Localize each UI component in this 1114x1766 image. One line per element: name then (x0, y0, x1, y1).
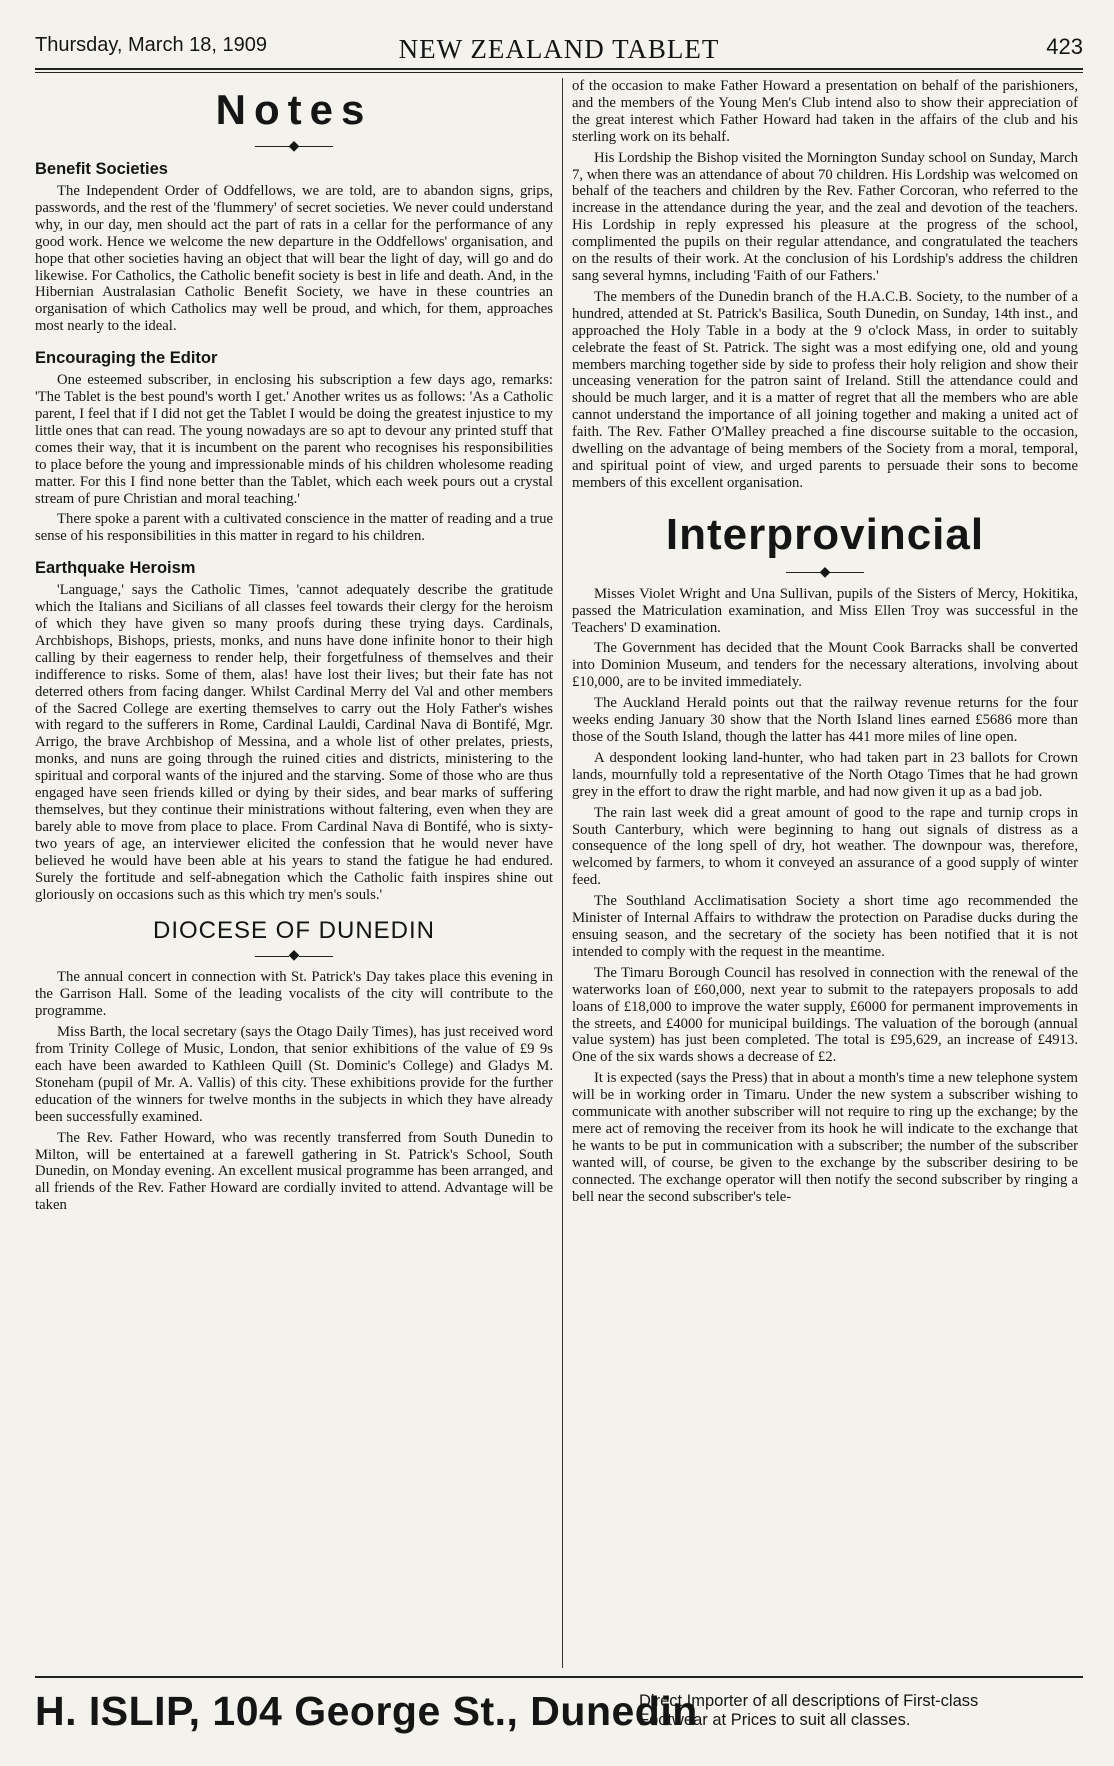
article-paragraph: It is expected (says the Press) that in about a month's time a new telephone system will be in working order in Timaru. Under the new system a subscriber wishing to communicate with another subscriber will not require to ring up the exchange; by the mere act of removing the receiver from its hook he will indicate to the exchange that he wants to be put in communication with a subscriber; the number of the subscriber wanted will, of course, be given to the exchange by the subscriber desiring to be connected. The exchange operator will then notify the second subscriber by ringing a bell near the second subscriber's tele- (572, 1070, 1078, 1205)
section-heading: Earthquake Heroism (35, 559, 196, 578)
tagline-line-1: Direct Importer of all descriptions of First-class (639, 1692, 979, 1710)
right-column (572, 78, 1078, 1668)
interprovincial-title: Interprovincial (665, 509, 985, 559)
ornament-divider (35, 140, 553, 154)
page-number: 423 (1046, 34, 1083, 59)
article-paragraph: The Independent Order of Oddfellows, we are told, are to abandon signs, grips, passwords, and the rest of the 'flummery' of secret societies. We never could understand why, in our day, men should act the part of rats in a cellar for the performance of any good work. Hence we welcome the new departure in the Oddfellows' organisation, and hope that other societies having an object that will bear the light of day, will go and do likewise. For Catholics, the Catholic benefit society is best in life and death. And, in the Hibernian Australasian Catholic Benefit Society, we have in these countries an organisation of which Catholics may well be proud, and which, for them, approaches most nearly to the ideal. (35, 183, 553, 335)
section-heading: Benefit Societies (35, 160, 168, 178)
article-paragraph: The rain last week did a great amount of good to the rape and turnip crops in South Canterbury, which were beginning to hang out signals of distress as a consequence of the long spell of dry, hot weather. The downpour was, therefore, welcomed by farmers, to whom it conveyed an assurance of a good supply of winter feed. (572, 804, 1078, 889)
article-paragraph: of the occasion to make Father Howard a presentation on behalf of the parishioners, and the members of the Young Men's Club intend also to show their appreciation of the great interest which Father Howard had taken in the affairs of the club and his sterling work on its behalf. (572, 78, 1078, 145)
ornament-divider (35, 949, 553, 963)
issue-date: Thursday, March 18, 1909 (35, 34, 267, 56)
article-paragraph: His Lordship the Bishop visited the Mornington Sunday school on Sunday, March 7, when there was an attendance of about 70 children. His Lordship was welcomed on behalf of the teachers and children by the Rev. Father Corcoran, who referred to the increase in the attendance during the year, and the zeal and devotion of the teachers. His Lordship in reply expressed his pleasure at the progress of the school, complimented the pupils on their regular attendance, and congratulated the teachers on the results of their work. At the conclusion of his Lordship's address the children sang several hymns, including 'Faith of our Fathers.' (572, 149, 1078, 284)
article-paragraph: The members of the Dunedin branch of the H.A.C.B. Society, to the number of a hundred, attended at St. Patrick's Basilica, South Dunedin, on Sunday, 14th inst., and approached the Holy Table in a body at the 9 o'clock Mass, in order to suitably celebrate the feast of St. Patrick. The sight was a most edifying one, old and young members marching together side by side to profess their holy religion and show their unceasing veneration for the patron saint of Ireland. Still the attendance could and should be much larger, and it is a matter of regret that all the members who are able cannot understand the importance of all joining together and making a united act of faith. The Rev. Father O'Malley preached a fine discourse suitable to the occasion, dwelling on the advantage of being members of the Society from a moral, temporal, and spiritual point of view, and urged parents to persuade their sons to become members of this excellent organisation. (572, 288, 1078, 491)
diamond-icon: ◆ (288, 139, 300, 154)
tagline-line-2: Footwear at Prices to suit all classes. (639, 1711, 911, 1729)
diamond-icon: ◆ (819, 564, 831, 580)
ornament-divider (572, 566, 1078, 580)
article-paragraph: The Auckland Herald points out that the railway revenue returns for the four weeks ending January 30 show that the North Island lines earned £5686 more than those of the South Island, though the latter has 441 more miles of line open. (572, 695, 1078, 745)
header-rule-thin (35, 72, 1083, 73)
article-paragraph: The Government has decided that the Mount Cook Barracks shall be converted into Dominion Museum, and tenders for the necessary alterations, involving about £10,000, are to be invited immediately. (572, 640, 1078, 691)
footer-rule (35, 1676, 1083, 1678)
article-paragraph: The annual concert in connection with St. Patrick's Day takes place this evening in the Garrison Hall. Some of the leading vocalists of the city will contribute to the programme. (35, 969, 553, 1020)
header-rule (35, 68, 1083, 70)
column-divider (562, 78, 563, 1668)
article-paragraph: The Rev. Father Howard, who was recently transferred from South Dunedin to Milton, will be entertained at a farewell gathering in St. Patrick's School, South Dunedin, on Monday evening. An excellent musical programme has been arranged, and all friends of the Rev. Father Howard are cordially invited to attend. Advantage will be taken (35, 1129, 553, 1214)
section-heading: Encouraging the Editor (35, 349, 218, 368)
article-paragraph: 'Language,' says the Catholic Times, 'cannot adequately describe the gratitude which the Italians and Sicilians of all classes feel towards their clergy for the heroism of which they have given so many proofs during these trying days. Cardinals, Archbishops, Bishops, priests, monks, and nuns have done infinite honor to their high calling by their eagerness to render help, their forgetfulness of themselves and their indifference to risks. Some of them, alas! have lost their lives; but their fate has not deterred others from facing danger. Whilst Cardinal Merry del Val and other members of the Sacred College are exerting themselves to carry out the Holy Father's wishes with regard to the sufferers in Rome, Cardinal Lauldi, Cardinal Nava di Bontifé, Mgr. Arrigo, the brave Archbishop of Messina, and a whole list of other prelates, priests, monks, and nuns are going through the ruined cities and districts, ministering to the spiritual and corporal wants of the injured and the starving. Some of those who are thus engaged have seen friends killed or dying by their sides, and bear marks of suffering themselves, but they continue their ministrations without faltering, even when they are barely able to move from place to place. From Cardinal Nava di Bontifé, who is sixty-two years of age, an interviewer elicited the confession that he would never have believed he would have been able at his years to stand the fatigue he had endured. Surely the fortitude and self-abnegation which the Catholic faith inspires shine out gloriously on occasions such as this which try men's souls.' (35, 582, 553, 903)
footer-advertisement (35, 1688, 1083, 1748)
article-paragraph: Miss Barth, the local secretary (says the Otago Daily Times), has just received word from Trinity College of Music, London, that senior exhibitions of the value of £9 9s each have been awarded to Kathleen Quill (St. Dominic's College) and Gladys M. Stoneham (pupil of Mr. A. Vallis) of this city. These exhibitions provide for the further education of the winners for twelve months in the subjects in which they have already been successfully examined. (35, 1024, 553, 1125)
notes-title: Notes (215, 86, 373, 133)
article-paragraph: The Timaru Borough Council has resolved in connection with the renewal of the waterworks loan of £60,000, next year to submit to the ratepayers proposals to add loans of £18,000 to improve the water supply, £6000 for permanent improvements in the streets, and £4000 for municipal buildings. The valuation of the borough (annual value system) has just been completed. The total is £95,629, an increase of £4913. One of the six wards shows a decrease of £2. (572, 964, 1078, 1066)
diamond-icon: ◆ (288, 948, 300, 964)
article-paragraph: The Southland Acclimatisation Society a short time ago recommended the Minister of Internal Affairs to withdraw the protection on Paradise ducks during the ensuing season, and the secretary of the society has been notified that it is not intended to comply with the request in the meantime. (572, 893, 1078, 960)
advertiser-name: H. ISLIP, 104 George St., Dunedin (35, 1688, 698, 1734)
article-paragraph: One esteemed subscriber, in enclosing his subscription a few days ago, remarks: 'The Tablet is the best pound's worth I get.' Another writes us as follows: 'As a Catholic parent, I feel that if I did not get the Tablet I would be doing the greatest injustice to my little ones that can read. The young nowadays are so apt to devour any printed stuff that comes their way, that it is incumbent on the parent who recognises his responsibilities to place before the young and impressionable minds of his children wholesome reading matter. For this I find none better than the Tablet, which each week pours out a crystal stream of pure Christian and moral teaching.' (35, 372, 553, 507)
left-column (35, 78, 553, 1668)
advertisement-tagline (639, 1692, 1083, 1730)
page-header (35, 28, 1083, 66)
masthead-title: NEW ZEALAND TABLET (398, 34, 720, 64)
article-paragraph: A despondent looking land-hunter, who had taken part in 23 ballots for Crown lands, mournfully told a representative of the North Otago Times that he had grown grey in the effort to draw the right marble, and had now given it up as a bad job. (572, 749, 1078, 800)
article-paragraph: Misses Violet Wright and Una Sullivan, pupils of the Sisters of Mercy, Hokitika, passed the Matriculation examination, and Miss Ellen Troy was successful in the Teachers' D examination. (572, 585, 1078, 636)
article-paragraph: There spoke a parent with a cultivated conscience in the matter of reading and a true sense of his responsibilities in this matter in regard to his children. (35, 511, 553, 545)
diocese-title: DIOCESE OF DUNEDIN (152, 917, 436, 945)
